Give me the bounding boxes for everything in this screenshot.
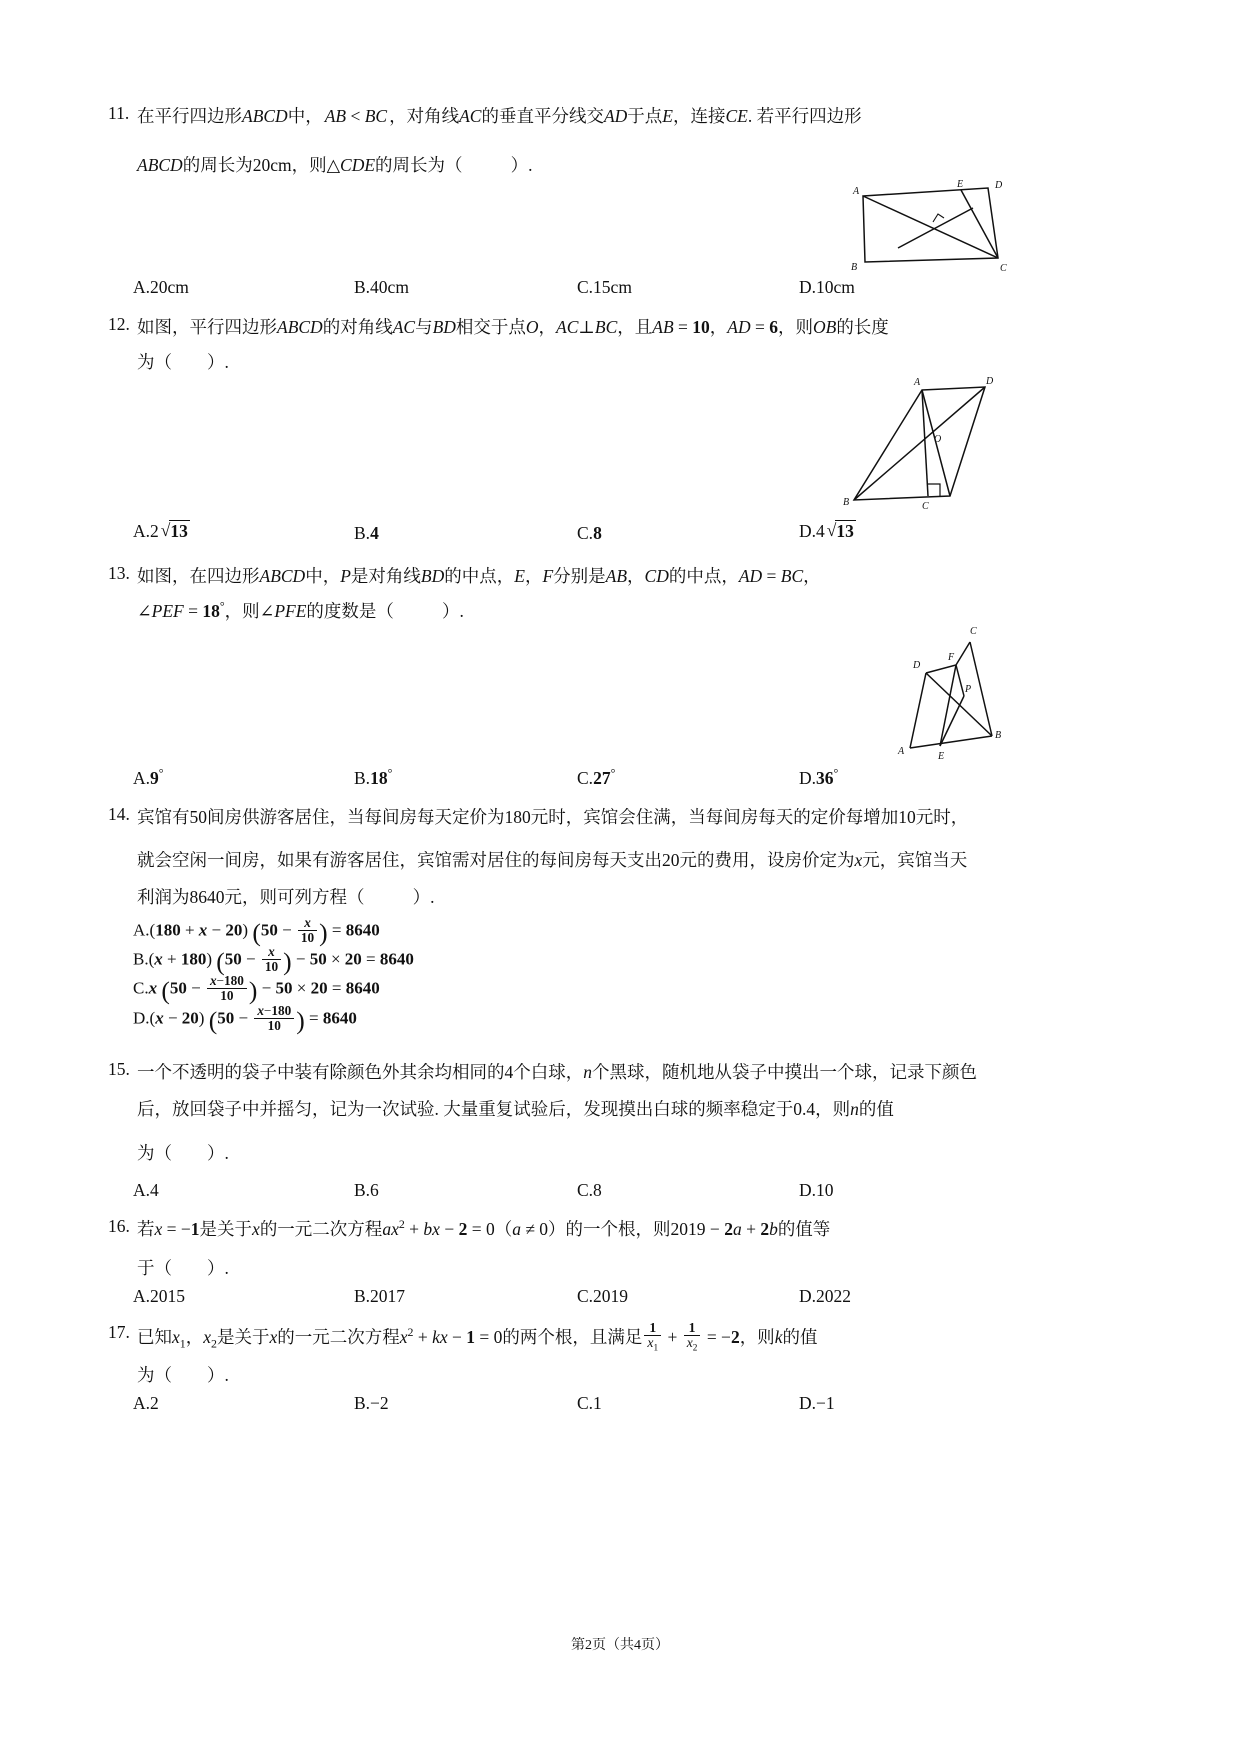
- question-number-13: 13.: [108, 563, 130, 583]
- q16-option-d[interactable]: D.2022: [799, 1286, 852, 1306]
- question-12-line-1: 如图，平行四边形ABCD的对角线AC与BD相交于点O，AC⊥BC，且AB = 10，AD = 6，则OB的长度: [137, 317, 889, 337]
- q14-option-b[interactable]: B.(x + 180) (50 − $\frac{x}{10}$ ) − 50 × 20 = 8640: [133, 944, 414, 976]
- svg-text:B: B: [851, 262, 858, 273]
- q15-option-a[interactable]: A.4: [133, 1180, 159, 1200]
- q14-option-c[interactable]: C.x (50 − $\frac{x-180}{10}$ ) − 50 × 20 = 8640: [133, 973, 380, 1005]
- q16-option-b[interactable]: B.2017: [354, 1286, 406, 1306]
- q12-option-c[interactable]: C.8: [577, 523, 602, 543]
- q17-option-c[interactable]: C.1: [577, 1393, 602, 1413]
- svg-text:O: O: [934, 434, 942, 445]
- q15-option-c[interactable]: C.8: [577, 1180, 602, 1200]
- svg-text:A: A: [898, 746, 905, 757]
- svg-text:P: P: [965, 684, 972, 695]
- svg-text:B: B: [995, 730, 1002, 741]
- q17-option-b[interactable]: B.−2: [354, 1393, 389, 1413]
- svg-text:C: C: [922, 501, 929, 512]
- question-11-line-1: 在平行四边形ABCD中， AB < BC ，对角线AC的垂直平分线交AD于点E，连接CE. 若平行四边形: [137, 106, 862, 126]
- q16-option-c[interactable]: C.2019: [577, 1286, 629, 1306]
- question-16-line-2: 于（ ）.: [137, 1258, 229, 1278]
- q13-option-d[interactable]: D.36°: [799, 766, 839, 788]
- question-14-line-2: 就会空闲一间房，如果有游客居住，宾馆需对居住的每间房每天支出20元的费用，设房价定为x元，宾馆当天: [137, 850, 968, 870]
- q15-option-d[interactable]: D.10: [799, 1180, 834, 1200]
- svg-text:E: E: [957, 179, 964, 190]
- q13-option-b[interactable]: B.18°: [354, 766, 393, 788]
- figure-q11: [843, 178, 1023, 276]
- question-16-line-1: 若x = −1是关于x的一元二次方程$ax^2$ + bx − 2 = 0（a ≠ 0）的一个根，则2019 − 2a + 2b的值等: [137, 1217, 831, 1239]
- question-13-line-2: ∠PEF = 18°，则∠PFE的度数是（ ）.: [137, 599, 464, 621]
- q11-option-a[interactable]: A.20cm: [133, 277, 189, 297]
- svg-text:F: F: [948, 652, 955, 663]
- question-number-15: 15.: [108, 1059, 130, 1079]
- svg-text:D: D: [913, 660, 921, 671]
- question-15-line-1: 一个不透明的袋子中装有除颜色外其余均相同的4个白球，n个黑球，随机地从袋子中摸出一个球，记录下颜色: [137, 1062, 977, 1082]
- q16-option-a[interactable]: A.2015: [133, 1286, 186, 1306]
- svg-text:A: A: [853, 186, 860, 197]
- question-11-line-2: ABCD的周长为20cm，则△CDE的周长为（ ）.: [137, 155, 533, 175]
- q11-option-b[interactable]: B.40cm: [354, 277, 409, 297]
- q17-option-a[interactable]: A.2: [133, 1393, 159, 1413]
- question-14-line-1: 宾馆有50间房供游客居住，当每间房每天定价为180元时，宾馆会住满，当每间房每天的定价每增加10元时，: [137, 807, 969, 827]
- q15-option-b[interactable]: B.6: [354, 1180, 379, 1200]
- figure-q13: [888, 618, 1028, 763]
- question-number-16: 16.: [108, 1216, 130, 1236]
- question-15-line-2: 后，放回袋子中并摇匀，记为一次试验. 大量重复试验后，发现摸出白球的频率稳定于0.4，则n的值: [137, 1099, 894, 1119]
- question-15-line-3: 为（ ）.: [137, 1143, 229, 1163]
- page-footer: 第2页（共4页）: [571, 1638, 669, 1653]
- q13-option-c[interactable]: C.27°: [577, 766, 616, 788]
- question-12-line-2: 为（ ）.: [137, 352, 229, 372]
- q12-option-b[interactable]: B.4: [354, 523, 379, 543]
- q14-option-a[interactable]: A.(180 + x − 20) (50 − $\frac{x}{10}$ ) = 8640: [133, 915, 380, 947]
- svg-text:A: A: [914, 377, 921, 388]
- svg-text:D: D: [986, 376, 994, 387]
- svg-text:E: E: [938, 751, 945, 762]
- q12-option-d[interactable]: D.4 √13: [799, 520, 854, 541]
- figure-q12: [838, 372, 1018, 522]
- svg-text:D: D: [995, 180, 1003, 191]
- q11-option-c[interactable]: C.15cm: [577, 277, 632, 297]
- q17-option-d[interactable]: D.−1: [799, 1393, 835, 1413]
- svg-text:C: C: [970, 626, 977, 637]
- question-number-11: 11.: [108, 103, 130, 123]
- question-13-line-1: 如图，在四边形ABCD中，P是对角线BD的中点，E，F分别是AB，CD的中点，AD = BC，: [137, 566, 821, 586]
- q11-option-d[interactable]: D.10cm: [799, 277, 855, 297]
- q12-option-a[interactable]: A.2 √13: [133, 520, 188, 541]
- question-number-14: 14.: [108, 804, 130, 824]
- question-17-line-1: 已知$x_1$，$x_2$是关于x的一元二次方程$x^2$ + kx − 1 = 0的两个根，且满足 $\frac{1}{x_1}$ + $\frac{1}{x_2}$ = −2，则k的值: [137, 1320, 818, 1355]
- question-14-line-3: 利润为8640元，则可列方程（ ）.: [137, 887, 435, 907]
- question-17-line-2: 为（ ）.: [137, 1365, 229, 1385]
- svg-text:B: B: [843, 497, 850, 508]
- svg-text:C: C: [1000, 263, 1007, 274]
- q13-option-a[interactable]: A.9°: [133, 766, 164, 788]
- q14-option-d[interactable]: D.(x − 20) (50 − $\frac{x-180}{10}$ ) = 8640: [133, 1003, 357, 1035]
- question-number-17: 17.: [108, 1322, 130, 1342]
- question-number-12: 12.: [108, 314, 130, 334]
